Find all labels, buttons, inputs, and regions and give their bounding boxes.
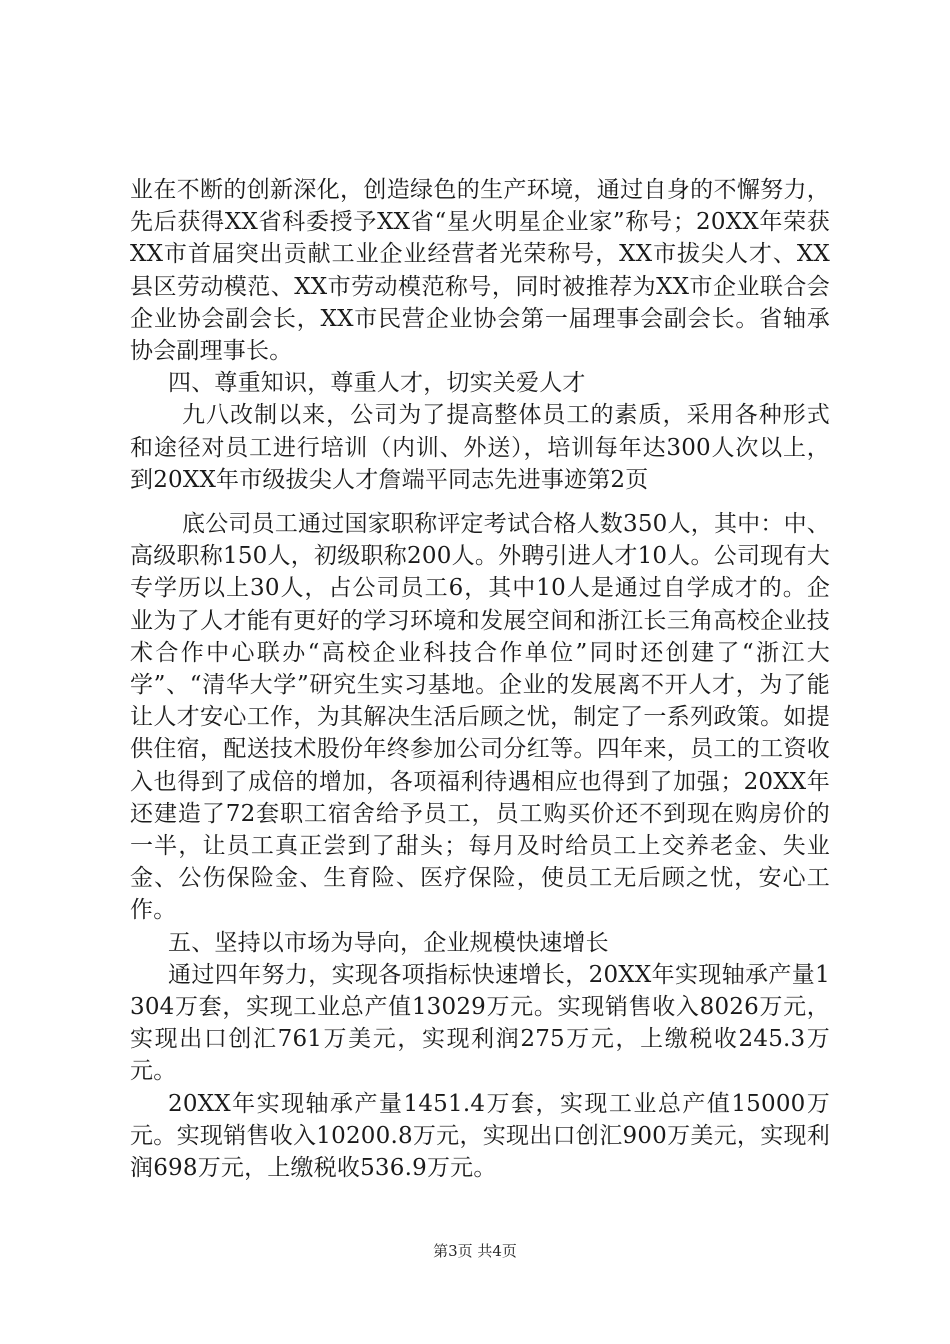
page-footer: 第3页 共4页	[433, 1242, 517, 1260]
top-text-block	[130, 174, 830, 496]
section-heading-4: 四、尊重知识，尊重人才，切实关爱人才	[168, 370, 586, 397]
paragraph-growth-1: 通过四年努力，实现各项指标快速增长，20XX年实现轴承产量1304万套，实现工业总产值13029万元。实现销售收入8026万元，实现出口创汇761万美元，实现利润275万元，上缴税收245.3万元。	[130, 961, 830, 1085]
paragraph-honors: 业在不断的创新深化，创造绿色的生产环境，通过自身的不懈努力，先后获得XX省科委授予XX省“星火明星企业家”称号；20XX年荣获XX市首届突出贡献工业企业经营者光荣称号，XX市拔尖人才、XX县区劳动模范、XX市劳动模范称号，同时被推荐为XX市企业联合会企业协会副会长，XX市民营企业协会第一届理事会副会长。省轴承协会副理事长。	[130, 177, 830, 365]
paragraph-talent: 底公司员工通过国家职称评定考试合格人数350人，其中：中、高级职称150人，初级职称200人。外聘引进人才10人。公司现有大专学历以上30人，占公司员工6，其中10人是通过自学成才的。企业为了人才能有更好的学习环境和发展空间和浙江长三角高校企业技术合作中心联办“高校企业科技合作单位”同时还创建了“浙江大学”、“清华大学”研究生实习基地。企业的发展离不开人才，为了能让人才安心工作，为其解决生活后顾之忧，制定了一系列政策。如提供住宿，配送技术股份年终参加公司分红等。四年来，员工的工资收入也得到了成倍的增加，各项福利待遇相应也得到了加强；20XX年还建造了72套职工宿舍给予员工，员工购买价还不到现在购房价的一半，让员工真正尝到了甜头；每月及时给员工上交养老金、失业金、公伤保险金、生育险、医疗保险，使员工无后顾之忧，安心工作。	[130, 511, 830, 924]
paragraph-training: 九八改制以来，公司为了提高整体员工的素质，采用各种形式和途径对员工进行培训（内训、外送），培训每年达300人次以上，到20XX年市级拔尖人才詹端平同志先进事迹第2页	[130, 402, 830, 493]
section-heading-5: 五、坚持以市场为导向，企业规模快速增长	[168, 929, 609, 956]
bottom-text-block	[130, 508, 830, 1184]
paragraph-growth-2: 20XX年实现轴承产量1451.4万套，实现工业总产值15000万元。实现销售收入10200.8万元，实现出口创汇900万美元，实现利润698万元，上缴税收536.9万元。	[130, 1090, 830, 1182]
